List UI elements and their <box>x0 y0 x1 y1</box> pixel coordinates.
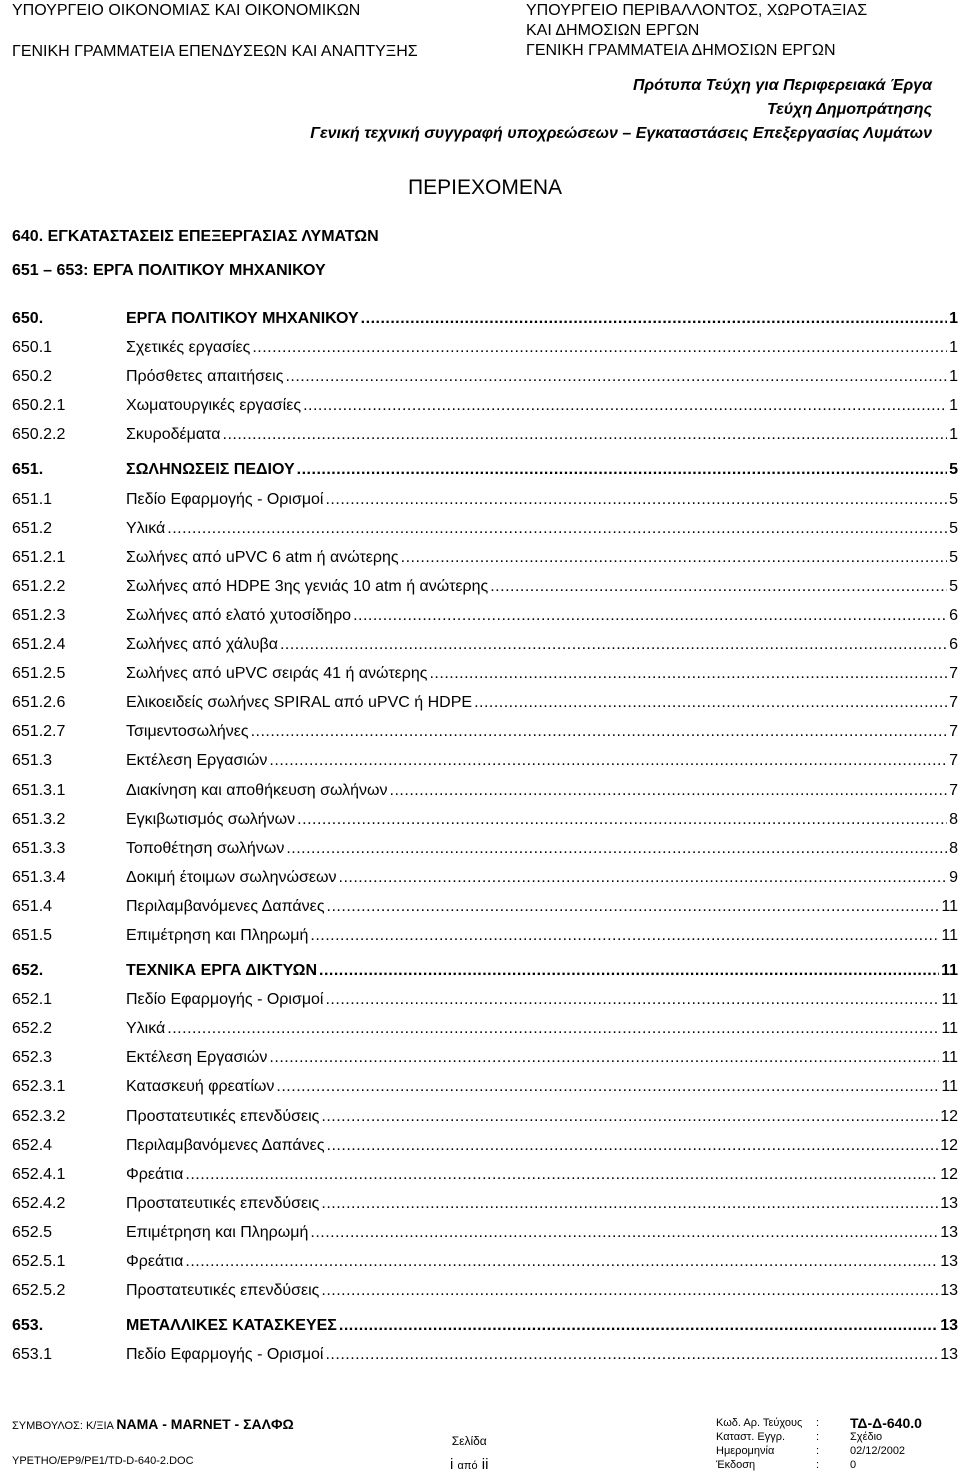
toc-entry-page: 6 <box>949 606 958 624</box>
toc-dot-leader <box>269 746 947 775</box>
toc-entry-number: 652.5.1 <box>12 1253 66 1270</box>
page-number <box>450 1456 488 1473</box>
toc-entry-title: Τοποθέτηση σωλήνων <box>126 839 285 857</box>
toc-entry-number: 651.3.3 <box>12 839 66 857</box>
toc-entry-page: 11 <box>941 1020 958 1038</box>
toc-dot-leader <box>310 921 939 950</box>
toc-entry[interactable] <box>12 1131 958 1160</box>
toc-entry-number: 651.2.7 <box>12 723 66 741</box>
meta-key: Καταστ. Εγγρ. <box>716 1431 786 1443</box>
toc-entry[interactable] <box>12 805 958 834</box>
toc-entry-page: 7 <box>949 723 958 741</box>
toc-entry[interactable] <box>12 746 958 775</box>
toc-entry-page: 12 <box>940 1136 958 1154</box>
toc-entry-number: 652.3.2 <box>12 1107 66 1125</box>
toc-dot-leader <box>390 776 948 805</box>
toc-entry-page: 1 <box>949 397 958 415</box>
toc-dot-leader <box>325 485 947 514</box>
toc-dot-leader <box>339 1311 938 1340</box>
toc-entry[interactable] <box>12 1043 958 1072</box>
toc-entry-number: 651.2.5 <box>12 665 66 683</box>
toc-entry-title: ΤΕΧΝΙΚΑ ΕΡΓΑ ΔΙΚΤΥΩΝ <box>126 962 318 980</box>
toc-entry[interactable] <box>12 892 958 921</box>
toc-dot-leader <box>325 1340 938 1369</box>
toc-entry-number: 652.3.1 <box>12 1078 66 1096</box>
toc-entry-page: 5 <box>949 461 958 479</box>
toc-entry-title: Δοκιμή έτοιμων σωληνώσεων <box>126 868 337 886</box>
toc-entry-title: Χωματουργικές εργασίες <box>126 397 302 415</box>
toc-entry[interactable] <box>12 1311 958 1340</box>
consultant-label: ΣΥΜΒΟΥΛΟΣ: Κ/ΞΙΑ <box>12 1420 114 1432</box>
meta-separator: : <box>816 1459 820 1471</box>
toc-dot-leader <box>280 630 947 659</box>
toc-dot-leader <box>361 304 947 333</box>
toc-entry[interactable] <box>12 717 958 746</box>
ministry-right-line2: ΚΑΙ ΔΗΜΟΣΙΩΝ ΕΡΓΩΝ <box>526 22 700 39</box>
toc-entry-page: 1 <box>949 426 958 444</box>
toc-entry-number: 652.4 <box>12 1136 53 1154</box>
toc-dot-leader <box>490 572 947 601</box>
toc-dot-leader <box>276 1072 939 1101</box>
toc-entry[interactable] <box>12 688 958 717</box>
toc-dot-leader <box>167 1014 939 1043</box>
toc-entry-page: 11 <box>941 1049 958 1067</box>
document-meta <box>716 1416 946 1472</box>
toc-dot-leader <box>339 863 948 892</box>
toc-entry-page: 5 <box>949 548 958 566</box>
toc-entry-title: Πεδίο Εφαρμογής - Ορισμοί <box>126 490 324 508</box>
toc-entry-number: 652.1 <box>12 991 53 1009</box>
toc-entry-number: 652. <box>12 962 44 980</box>
toc-entry-number: 651.2.1 <box>12 548 66 566</box>
meta-value: Σχέδιο <box>850 1431 883 1443</box>
toc-entry-title: Εκτέλεση Εργασιών <box>126 1049 268 1067</box>
toc-dot-leader <box>297 805 947 834</box>
toc-entry-page: 11 <box>941 926 958 944</box>
toc-entry-title: Εγκιβωτισμός σωλήνων <box>126 810 296 828</box>
toc-entry-page: 5 <box>949 519 958 537</box>
toc-entry-number: 651.2 <box>12 519 53 537</box>
consultant-name: ΝΑΜΑ - ΜΑRΝΕΤ - ΣΑΛΦΩ <box>116 1416 294 1432</box>
toc-entry-page: 1 <box>949 310 958 327</box>
toc-entry-page: 11 <box>941 897 958 915</box>
meta-key: Κωδ. Αρ. Τεύχους <box>716 1417 803 1429</box>
toc-entry[interactable] <box>12 391 958 420</box>
toc-dot-leader <box>185 1160 938 1189</box>
toc-entry[interactable] <box>12 1102 958 1131</box>
toc-entry-number: 653.1 <box>12 1346 53 1364</box>
general-secretariat-left: ΓΕΝΙΚΗ ΓΡΑΜΜΑΤΕΙΑ ΕΠΕΝΔΥΣΕΩΝ ΚΑΙ ΑΝΑΠΤΥΞΗΣ <box>12 43 418 60</box>
meta-row <box>716 1444 946 1458</box>
toc-entry[interactable] <box>12 1340 958 1369</box>
toc-entry-title: Προστατευτικές επενδύσεις <box>126 1282 320 1300</box>
meta-value: 0 <box>850 1459 857 1471</box>
toc-entry[interactable] <box>12 921 958 950</box>
toc-entry[interactable] <box>12 1247 958 1276</box>
toc-entry-page: 13 <box>940 1317 958 1335</box>
ministry-left: ΥΠΟΥΡΓΕΙΟ ΟΙΚΟΝΟΜΙΑΣ ΚΑΙ ΟΙΚΟΝΟΜΙΚΩΝ <box>12 2 361 19</box>
toc-entry-title: Εκτέλεση Εργασιών <box>126 752 268 770</box>
toc-dot-leader <box>223 420 948 449</box>
toc-entry-page: 13 <box>940 1194 958 1212</box>
toc-title: ΠΕΡΙΕΧΟΜΕΝΑ <box>408 176 563 199</box>
meta-row <box>716 1430 946 1444</box>
table-of-contents <box>12 304 958 1369</box>
toc-entry[interactable] <box>12 1072 958 1101</box>
toc-entry[interactable] <box>12 572 958 601</box>
toc-entry-page: 1 <box>949 339 958 357</box>
toc-entry-number: 651.2.4 <box>12 636 66 654</box>
toc-entry-page: 8 <box>949 810 958 828</box>
file-name: YPETHO/EP9/PE1/TD-D-640-2.DOC <box>12 1455 194 1467</box>
meta-row <box>716 1416 946 1430</box>
toc-entry-page: 7 <box>949 752 958 770</box>
ministry-right-line1: ΥΠΟΥΡΓΕΙΟ ΠΕΡΙΒΑΛΛΟΝΤΟΣ, ΧΩΡΟΤΑΞΙΑΣ <box>526 2 868 19</box>
toc-entry-number: 652.5 <box>12 1223 53 1241</box>
toc-entry-number: 651.1 <box>12 490 53 508</box>
toc-dot-leader <box>474 688 947 717</box>
toc-entry[interactable] <box>12 1276 958 1305</box>
toc-entry[interactable] <box>12 601 958 630</box>
section-heading-651-653: 651 – 653: ΕΡΓΑ ΠΟΛΙΤΙΚΟΥ ΜΗΧΑΝΙΚΟΥ <box>12 262 326 279</box>
toc-entry-number: 651.3.2 <box>12 810 66 828</box>
document-series: Πρότυπα Τεύχη για Περιφερειακά Έργα <box>632 77 932 94</box>
page-current: i <box>450 1456 454 1473</box>
toc-entry-number: 651.3.1 <box>12 781 66 799</box>
toc-dot-leader <box>185 1247 938 1276</box>
section-heading-640: 640. ΕΓΚΑΤΑΣΤΑΣΕΙΣ ΕΠΕΞΕΡΓΑΣΙΑΣ ΛΥΜΑΤΩΝ <box>12 228 379 245</box>
toc-entry-title: Ελικοειδείς σωλήνες SPIRAL από uPVC ή HDPE <box>126 694 473 712</box>
toc-dot-leader <box>327 892 940 921</box>
toc-entry[interactable] <box>12 1014 958 1043</box>
toc-entry-number: 650.2.1 <box>12 397 66 415</box>
toc-entry-title: ΜΕΤΑΛΛΙΚΕΣ ΚΑΤΑΣΚΕΥΕΣ <box>126 1317 337 1335</box>
document-subject: Γενική τεχνική συγγραφή υποχρεώσεων – Εγκαταστάσεις Επεξεργασίας Λυμάτων <box>310 125 932 142</box>
toc-dot-leader <box>327 1131 939 1160</box>
toc-entry-page: 1 <box>949 368 958 386</box>
header-left <box>12 0 418 62</box>
meta-separator: : <box>816 1431 820 1443</box>
meta-value: 02/12/2002 <box>850 1445 906 1457</box>
page-footer <box>0 1408 960 1480</box>
toc-entry[interactable] <box>12 543 958 572</box>
consultant <box>12 1416 294 1432</box>
document-title-block <box>310 74 932 146</box>
toc-entry[interactable] <box>12 1218 958 1247</box>
toc-entry[interactable] <box>12 514 958 543</box>
toc-dot-leader <box>319 956 939 985</box>
toc-entry[interactable] <box>12 863 958 892</box>
toc-entry-page: 13 <box>940 1253 958 1270</box>
document-type: Τεύχη Δημοπράτησης <box>766 101 932 118</box>
toc-entry-number: 651.3 <box>12 752 53 770</box>
page-total: ii <box>481 1456 489 1473</box>
toc-entry-page: 11 <box>941 1078 958 1096</box>
toc-entry-title: Φρεάτια <box>126 1165 184 1183</box>
toc-dot-leader <box>286 834 947 863</box>
meta-separator: : <box>816 1417 820 1429</box>
toc-entry-number: 651.2.6 <box>12 694 66 712</box>
toc-entry-number: 651.2.3 <box>12 606 66 624</box>
toc-entry[interactable] <box>12 485 958 514</box>
toc-dot-leader <box>429 659 947 688</box>
toc-entry[interactable] <box>12 834 958 863</box>
toc-entry-title: Σωλήνες από uPVC σειράς 41 ή ανώτερης <box>126 665 428 683</box>
toc-entry[interactable] <box>12 420 958 449</box>
page-label: Σελίδα <box>451 1434 487 1448</box>
toc-entry-page: 7 <box>949 694 958 712</box>
toc-entry-number: 650.1 <box>12 339 53 357</box>
toc-entry[interactable] <box>12 985 958 1014</box>
toc-entry-number: 652.5.2 <box>12 1282 66 1300</box>
toc-entry-title: Πεδίο Εφαρμογής - Ορισμοί <box>126 991 324 1009</box>
toc-dot-leader <box>321 1102 938 1131</box>
toc-entry-page: 7 <box>949 665 958 683</box>
toc-entry[interactable] <box>12 956 958 985</box>
page-number-block <box>450 1434 488 1473</box>
toc-entry-page: 8 <box>949 839 958 857</box>
toc-entry-title: Τσιμεντοσωλήνες <box>126 723 249 741</box>
toc-entry-page: 12 <box>940 1165 958 1183</box>
toc-entry[interactable] <box>12 362 958 391</box>
toc-dot-leader <box>285 362 947 391</box>
toc-entry-title: Προστατευτικές επενδύσεις <box>126 1194 320 1212</box>
toc-entry-page: 13 <box>940 1282 958 1300</box>
meta-row <box>716 1458 946 1472</box>
toc-entry-page: 12 <box>940 1107 958 1125</box>
toc-entry-title: ΕΡΓΑ ΠΟΛΙΤΙΚΟΥ ΜΗΧΑΝΙΚΟΥ <box>126 310 359 327</box>
meta-key: Ημερομηνία <box>716 1445 775 1457</box>
toc-entry-page: 5 <box>949 490 958 508</box>
toc-dot-leader <box>401 543 947 572</box>
toc-dot-leader <box>297 455 947 484</box>
toc-entry-page: 11 <box>941 991 958 1009</box>
toc-dot-leader <box>353 601 947 630</box>
toc-entry-page: 7 <box>949 781 958 799</box>
toc-entry-title: Διακίνηση και αποθήκευση σωλήνων <box>126 781 388 799</box>
toc-entry-number: 651.4 <box>12 897 53 915</box>
toc-entry[interactable] <box>12 304 958 333</box>
toc-dot-leader <box>251 717 948 746</box>
toc-dot-leader <box>310 1218 938 1247</box>
toc-entry-title: Σωλήνες από HDPE 3ης γενιάς 10 atm ή ανώτερης <box>126 577 489 595</box>
toc-dot-leader <box>321 1276 938 1305</box>
toc-entry-title: Επιμέτρηση και Πληρωμή <box>126 1223 309 1241</box>
header-right <box>526 0 867 61</box>
toc-entry-title: Υλικά <box>126 1020 166 1038</box>
toc-entry-number: 651.5 <box>12 926 53 944</box>
toc-entry[interactable] <box>12 333 958 362</box>
toc-entry-title: Περιλαμβανόμενες Δαπάνες <box>126 1136 325 1154</box>
meta-separator: : <box>816 1445 820 1457</box>
toc-entry-number: 651.2.2 <box>12 577 66 595</box>
toc-entry-number: 650. <box>12 310 44 327</box>
toc-dot-leader <box>252 333 947 362</box>
toc-dot-leader <box>325 985 939 1014</box>
toc-entry-title: Σωλήνες από χάλυβα <box>126 636 278 654</box>
meta-value: ΤΔ-Δ-640.0 <box>850 1415 922 1431</box>
toc-entry-title: Πεδίο Εφαρμογής - Ορισμοί <box>126 1346 324 1364</box>
toc-entry-page: 9 <box>949 868 958 886</box>
toc-entry-title: Περιλαμβανόμενες Δαπάνες <box>126 897 325 915</box>
toc-entry[interactable] <box>12 1189 958 1218</box>
page-of: από <box>457 1460 478 1472</box>
toc-dot-leader <box>269 1043 939 1072</box>
toc-entry-title: Φρεάτια <box>126 1253 184 1270</box>
toc-entry-title: Σχετικές εργασίες <box>126 339 251 357</box>
toc-entry-page: 13 <box>940 1223 958 1241</box>
toc-entry-page: 13 <box>940 1346 958 1364</box>
toc-dot-leader <box>167 514 947 543</box>
toc-entry-title: Επιμέτρηση και Πληρωμή <box>126 926 309 944</box>
meta-key: Έκδοση <box>716 1459 756 1471</box>
toc-entry-number: 650.2.2 <box>12 426 66 444</box>
toc-entry-title: Πρόσθετες απαιτήσεις <box>126 368 284 386</box>
toc-entry-title: Κατασκευή φρεατίων <box>126 1078 275 1096</box>
toc-entry-number: 651. <box>12 461 44 479</box>
toc-entry-page: 11 <box>941 962 958 980</box>
toc-dot-leader <box>303 391 947 420</box>
toc-entry-title: Σκυροδέματα <box>126 426 221 444</box>
toc-dot-leader <box>321 1189 938 1218</box>
toc-entry-title: Υλικά <box>126 519 166 537</box>
toc-entry[interactable] <box>12 776 958 805</box>
toc-entry[interactable] <box>12 659 958 688</box>
toc-entry-number: 652.2 <box>12 1020 53 1038</box>
toc-entry[interactable] <box>12 630 958 659</box>
toc-entry-number: 652.4.2 <box>12 1194 66 1212</box>
toc-entry-title: ΣΩΛΗΝΩΣΕΙΣ ΠΕΔΙΟΥ <box>126 461 295 479</box>
toc-entry[interactable] <box>12 455 958 484</box>
toc-entry-number: 653. <box>12 1317 44 1335</box>
toc-entry-page: 6 <box>949 636 958 654</box>
toc-entry[interactable] <box>12 1160 958 1189</box>
toc-entry-title: Σωλήνες από uPVC 6 atm ή ανώτερης <box>126 548 399 566</box>
toc-entry-title: Σωλήνες από ελατό χυτοσίδηρο <box>126 606 352 624</box>
toc-entry-title: Προστατευτικές επενδύσεις <box>126 1107 320 1125</box>
toc-entry-number: 650.2 <box>12 368 53 386</box>
toc-entry-number: 652.3 <box>12 1049 53 1067</box>
toc-entry-number: 652.4.1 <box>12 1165 66 1183</box>
toc-entry-number: 651.3.4 <box>12 868 66 886</box>
general-secretariat-right: ΓΕΝΙΚΗ ΓΡΑΜΜΑΤΕΙΑ ΔΗΜΟΣΙΩΝ ΕΡΓΩΝ <box>526 42 836 59</box>
toc-entry-page: 5 <box>949 577 958 595</box>
